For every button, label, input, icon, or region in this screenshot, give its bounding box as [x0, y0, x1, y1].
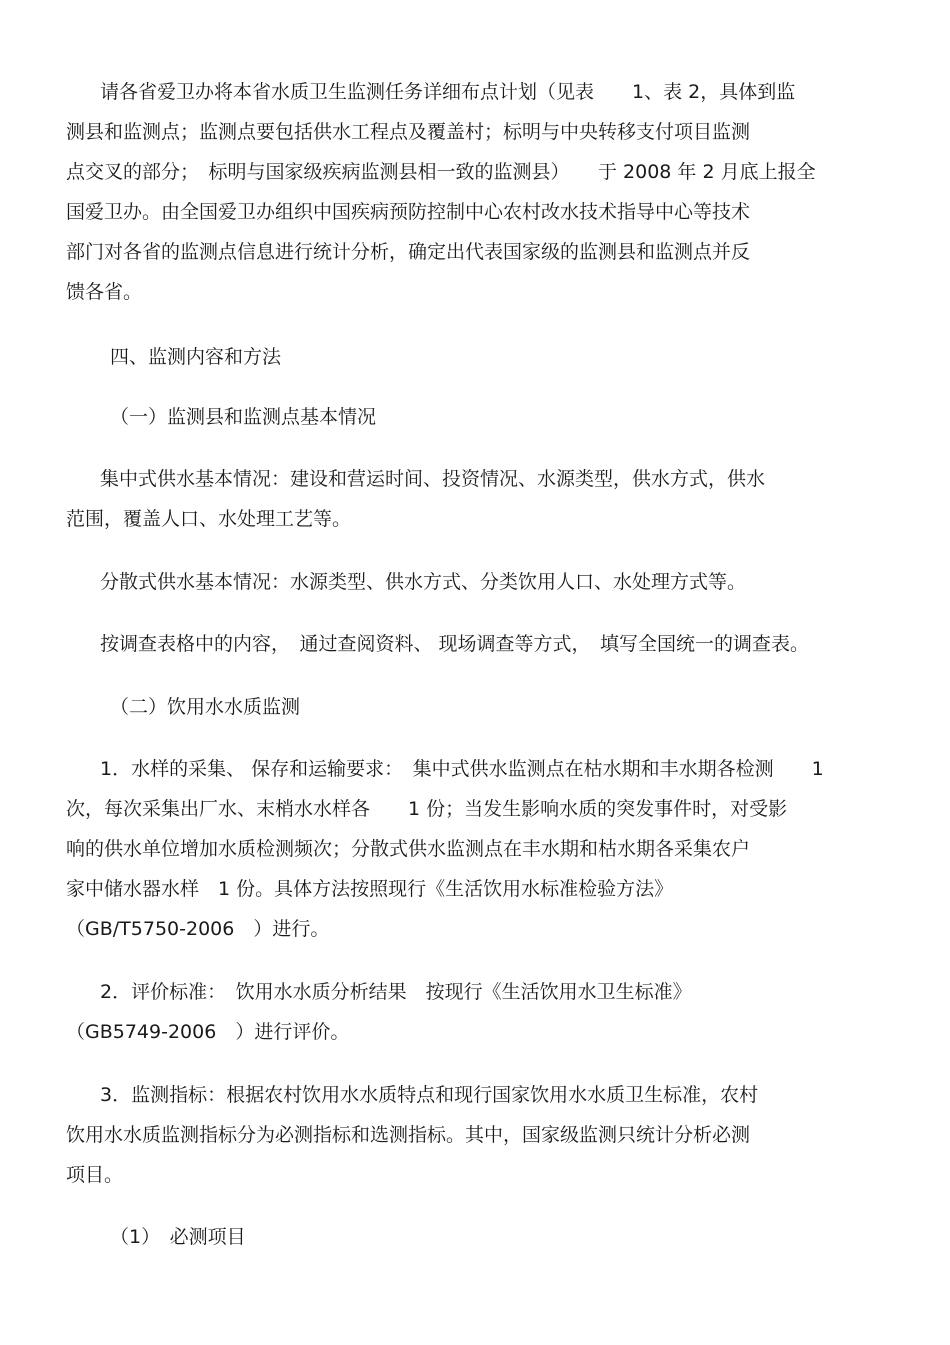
- paragraph1-line-4: 国爱卫办。由全国爱卫办组织中国疾病预防控制中心农村改水技术指导中心等技术: [66, 201, 751, 223]
- dispersed-supply-paragraph: 分散式供水基本情况：水源类型、供水方式、分类饮用人口、水处理方式等。: [100, 571, 747, 593]
- required-items-heading: （1） 必测项目: [110, 1226, 246, 1248]
- survey-method-paragraph: 按调查表格中的内容， 通过查阅资料、 现场调查等方式， 填写全国统一的调查表。: [100, 633, 810, 655]
- item3-line-1: 3．监测指标：根据农村饮用水水质特点和现行国家饮用水水质卫生标准，农村: [100, 1084, 759, 1106]
- paragraph1-line-6: 馈各省。: [66, 281, 143, 303]
- subsection2-heading: （二）饮用水水质监测: [110, 696, 301, 718]
- item2-line-1: 2．评价标准： 饮用水水质分析结果 按现行《生活饮用水卫生标准》: [100, 981, 692, 1003]
- central-supply-line-1: 集中式供水基本情况：建设和营运时间、投资情况、水源类型，供水方式，供水: [100, 468, 766, 490]
- item1-line-5: （GB/T5750-2006 ）进行。: [66, 918, 330, 940]
- item1-line-4: 家中储水器水样 1 份。具体方法按照现行《生活饮用水标准检验方法》: [66, 878, 674, 900]
- item1-line-1: 1．水样的采集、 保存和运输要求： 集中式供水监测点在枯水期和丰水期各检测 1: [100, 758, 824, 780]
- central-supply-line-2: 范围，覆盖人口、水处理工艺等。: [66, 508, 352, 530]
- section4-heading: 四、监测内容和方法: [110, 346, 282, 368]
- item1-line-2: 次，每次采集出厂水、末梢水水样各 1 份；当发生影响水质的突发事件时，对受影: [66, 798, 788, 820]
- item2-line-2: （GB5749-2006 ）进行评价。: [66, 1021, 350, 1043]
- item1-line-3: 响的供水单位增加水质检测频次；分散式供水监测点在丰水期和枯水期各采集农户: [66, 838, 751, 860]
- paragraph1-line-3: 点交叉的部分； 标明与国家级疾病监测县相一致的监测县） 于 2008 年 2 月底上报全: [66, 161, 816, 183]
- paragraph1-line-2: 测县和监测点；监测点要包括供水工程点及覆盖村；标明与中央转移支付项目监测: [66, 121, 751, 143]
- paragraph1-line-5: 部门对各省的监测点信息进行统计分析，确定出代表国家级的监测县和监测点并反: [66, 241, 751, 263]
- item3-line-2: 饮用水水质监测指标分为必测指标和选测指标。其中，国家级监测只统计分析必测: [66, 1124, 751, 1146]
- paragraph1-line-1: 请各省爱卫办将本省水质卫生监测任务详细布点计划（见表 1、表 2，具体到监: [100, 81, 796, 103]
- item3-line-3: 项目。: [66, 1164, 124, 1186]
- subsection1-heading: （一）监测县和监测点基本情况: [110, 406, 377, 428]
